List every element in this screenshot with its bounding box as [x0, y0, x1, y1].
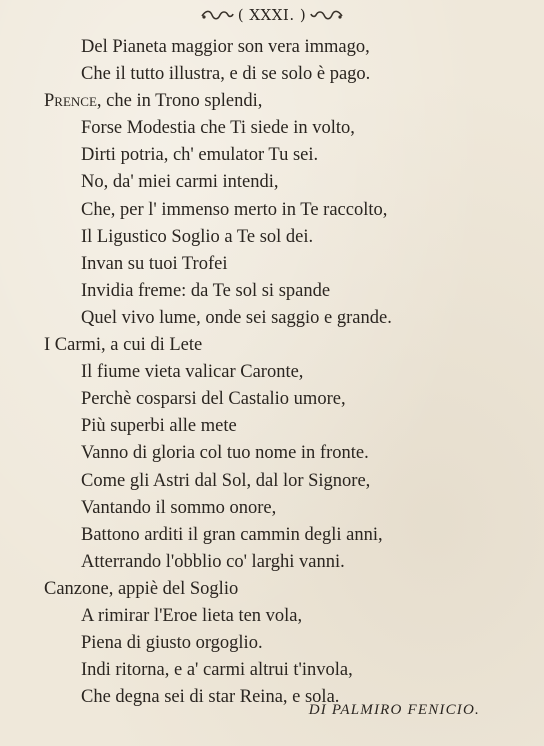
poem-line-text: Del Pianeta maggior son vera immago,	[81, 37, 370, 57]
poem-line-text: Invan su tuoi Trofei	[81, 253, 228, 274]
poem-line	[44, 278, 524, 305]
poem-line	[44, 169, 524, 196]
left-ornament-icon	[200, 9, 234, 21]
poem-line	[44, 495, 524, 522]
poem-line-text: No, da' miei carmi intendi,	[81, 172, 279, 193]
poem-line-text: Indi ritorna, e a' carmi altrui t'invola,	[81, 660, 353, 681]
poem-line-text: Piena di giusto orgoglio.	[81, 633, 263, 654]
author-signature: DI PALMIRO FENICIO.	[308, 702, 480, 718]
poem-line-text: Dirti potria, ch' emulator Tu sei.	[81, 145, 319, 166]
poem-line-text: A rimirar l'Eroe lieta ten vola,	[81, 605, 303, 626]
poem-line	[44, 657, 524, 684]
poem-line-text: Più superbi alle mete	[81, 416, 237, 437]
poem-line	[44, 61, 524, 88]
poem-line-text: , che in Trono splendi,	[96, 91, 263, 112]
poem-line	[44, 440, 524, 467]
page-number: ( XXXI. )	[237, 6, 307, 24]
poem-line	[44, 549, 524, 576]
poem-line-text: Che, per l' immenso merto in Te raccolto,	[81, 199, 388, 220]
poem-line-text: Invidia freme: da Te sol si spande	[81, 280, 331, 301]
page-header	[0, 6, 544, 24]
poem-line-text: Forse Modestia che Ti siede in volto,	[81, 118, 355, 139]
poem-line-text: Canzone, appiè del Soglio	[44, 578, 239, 599]
poem-line	[44, 522, 524, 549]
poem-line-text: Atterrando l'obblio co' larghi vanni.	[81, 551, 345, 572]
small-caps-word: Prence	[44, 91, 97, 112]
poem-line	[44, 332, 524, 359]
poem-line-text: Battono arditi il gran cammin degli anni,	[81, 524, 383, 545]
poem-line	[44, 115, 524, 142]
poem-line-text: Che il tutto illustra, e di se solo è pago.	[81, 64, 371, 85]
poem-line	[44, 251, 524, 278]
poem-line	[44, 197, 524, 224]
poem-line	[44, 88, 524, 115]
poem-line-text: Il fiume vieta valicar Caronte,	[81, 362, 304, 383]
poem-line	[44, 468, 524, 495]
poem-line	[44, 576, 524, 603]
poem-line-text: Come gli Astri dal Sol, dal lor Signore,	[81, 470, 371, 491]
poem-text	[44, 34, 524, 711]
poem-line	[44, 359, 524, 386]
poem-line	[44, 224, 524, 251]
poem-line	[44, 603, 524, 630]
poem-line	[44, 305, 524, 332]
poem-line	[44, 386, 524, 413]
poem-line-text: Il Ligustico Soglio a Te sol dei.	[81, 226, 314, 247]
poem-line-text: Vanno di gloria col tuo nome in fronte.	[81, 443, 369, 464]
right-ornament-icon	[310, 9, 344, 21]
poem-line	[44, 630, 524, 657]
poem-line	[44, 142, 524, 169]
poem-line	[44, 413, 524, 440]
poem-line-text: Quel vivo lume, onde sei saggio e grande.	[81, 307, 392, 328]
poem-line	[44, 34, 524, 61]
poem-line-text: I Carmi, a cui di Lete	[44, 335, 203, 356]
poem-line-text: Che degna sei di star Reina, e sola.	[81, 687, 340, 708]
poem-line-text: Perchè cosparsi del Castalio umore,	[81, 389, 346, 410]
poem-line-text: Vantando il sommo onore,	[81, 497, 277, 518]
